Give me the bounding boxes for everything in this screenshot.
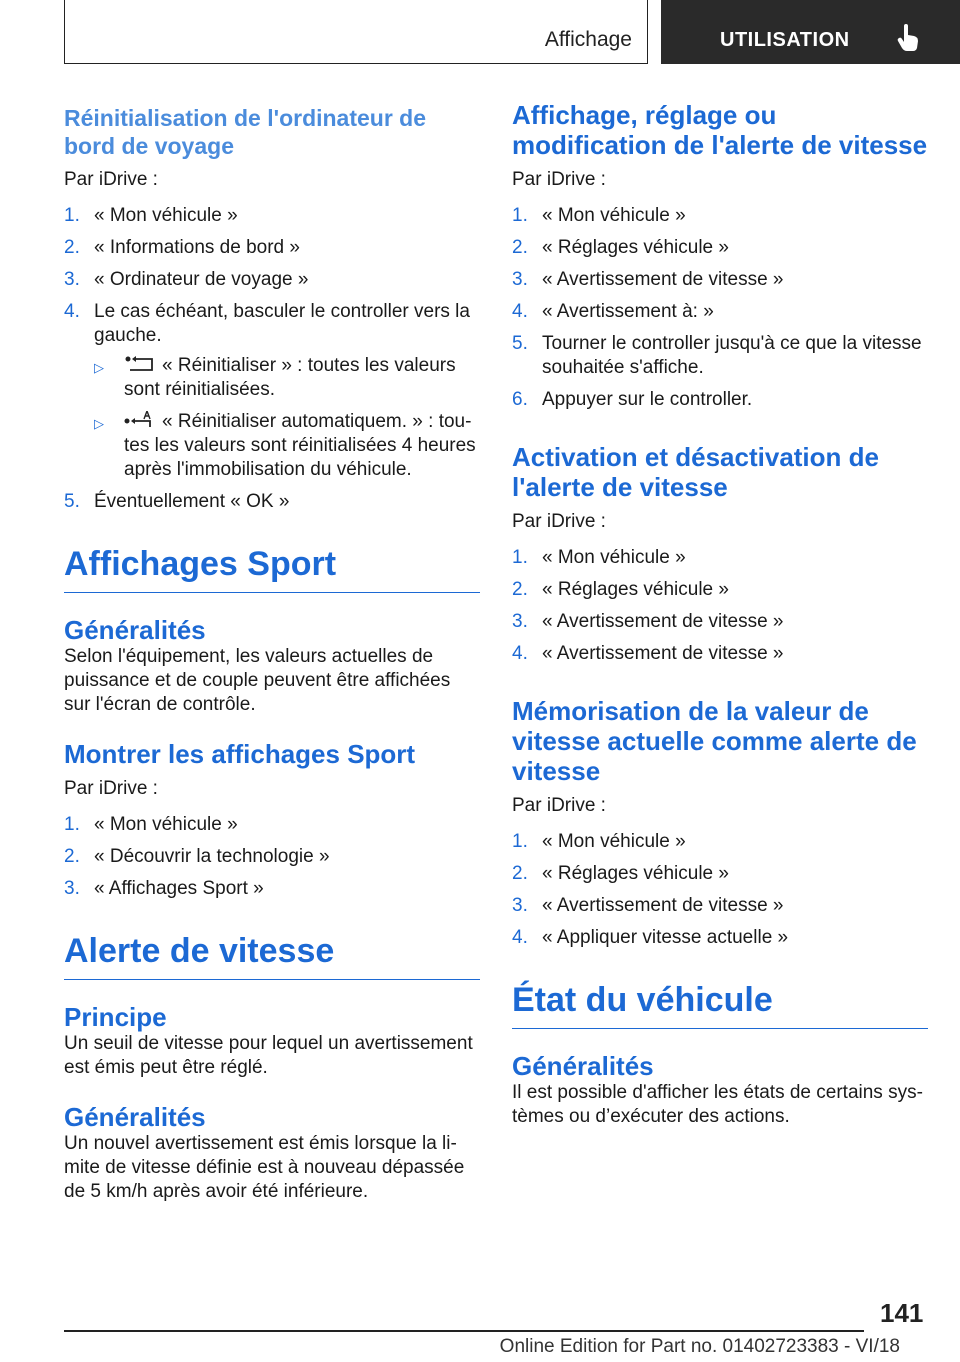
list-item: 3. « Affichages Sport » bbox=[64, 878, 264, 899]
speed-alert-heading: Alerte de vitesse bbox=[64, 931, 480, 980]
list-item: 3. « Avertissement de vitesse » bbox=[512, 269, 784, 290]
list-item: 6. Appuyer sur le controller. bbox=[512, 389, 753, 410]
activation-steps-list bbox=[512, 546, 928, 666]
right-column bbox=[512, 100, 928, 1129]
header-chapter-tab bbox=[661, 0, 960, 64]
sport-displays-heading: Affichages Sport bbox=[64, 544, 480, 593]
footer-divider bbox=[64, 1330, 864, 1332]
list-item: 2. « Informations de bord » bbox=[64, 237, 300, 258]
memorize-steps-list bbox=[512, 830, 928, 950]
list-item: 4. « Avertissement de vitesse » bbox=[512, 643, 784, 664]
reset-options-list bbox=[94, 354, 480, 482]
list-item: 4. « Appliquer vitesse actuelle » bbox=[512, 927, 789, 948]
list-item: 1. « Mon véhicule » bbox=[64, 814, 238, 835]
list-item: 3. « Ordinateur de voyage » bbox=[64, 269, 309, 290]
status-general-text: Il est possible d'afficher les états de certains systèmes ou d’exécuter des actions. bbox=[512, 1082, 923, 1127]
display-steps-list bbox=[512, 204, 928, 412]
left-column bbox=[64, 100, 480, 1204]
list-item: 3. « Avertissement de vitesse » bbox=[512, 895, 784, 916]
list-item: 3. « Avertissement de vitesse » bbox=[512, 611, 784, 632]
triangle-bullet-icon: ▷ bbox=[94, 360, 104, 375]
list-item: 5. Éventuellement « OK » bbox=[64, 491, 290, 512]
status-general-heading: Généralités bbox=[512, 1051, 654, 1081]
show-sport-displays-heading: Montrer les affichages Sport bbox=[64, 739, 416, 769]
list-item: ▷ « Réinitialiser » : toutes les valeurs sont réinitialisées. bbox=[94, 355, 456, 400]
list-item: 1. « Mon véhicule » bbox=[64, 205, 238, 226]
principle-text: Un seuil de vitesse pour lequel un avertissement est émis peut être réglé. bbox=[64, 1033, 473, 1078]
memorize-heading: Mémorisation de la valeur de vitesse actuelle comme alerte de vitesse bbox=[512, 696, 917, 786]
speed-general-text: Un nouvel avertissement est émis lorsque la limite de vitesse définie est à nouveau dépassée de 5 km/h après avoir été inférieure. bbox=[64, 1133, 465, 1202]
list-item: 2. « Réglages véhicule » bbox=[512, 237, 729, 258]
triangle-bullet-icon: ▷ bbox=[94, 416, 104, 431]
speed-general-heading: Généralités bbox=[64, 1102, 206, 1132]
list-item: 4. « Avertissement à: » bbox=[512, 301, 714, 322]
list-item: 2. « Réglages véhicule » bbox=[512, 579, 729, 600]
via-idrive-text: Par iDrive : bbox=[512, 169, 606, 190]
activation-heading: Activation et désactivation de l'alerte de vitesse bbox=[512, 442, 879, 502]
footer-edition-text: Online Edition for Part no. 01402723383 - VI/18 bbox=[499, 1336, 900, 1357]
list-item: 2. « Réglages véhicule » bbox=[512, 863, 729, 884]
list-item: 1. « Mon véhicule » bbox=[512, 205, 686, 226]
reset-trip-computer-heading: Réinitialisation de l'ordinateur de bord de voyage bbox=[64, 105, 427, 159]
sport-steps-list bbox=[64, 813, 480, 901]
reset-icon bbox=[124, 355, 156, 373]
via-idrive-text: Par iDrive : bbox=[512, 795, 606, 816]
via-idrive-text: Par iDrive : bbox=[64, 778, 158, 799]
list-item: ▷ « Réinitialiser automatiquem. » : toutes les valeurs sont réinitialisées 4 heures après l'immobilisation du véhicule. bbox=[94, 411, 476, 480]
sport-general-heading: Généralités bbox=[64, 615, 206, 645]
sport-general-text: Selon l'équipement, les valeurs actuelles de puissance et de couple peuvent être affichées sur l'écran de contrôle. bbox=[64, 646, 451, 715]
page-number: 141 bbox=[880, 1298, 924, 1328]
pointing-hand-icon bbox=[896, 24, 920, 52]
display-speed-alert-heading: Affichage, réglage ou modification de l'alerte de vitesse bbox=[512, 100, 928, 160]
header-section-title: Affichage bbox=[544, 28, 632, 51]
list-item: 5. Tourner le controller jusqu'à ce que la vitesse souhaitée s'affiche. bbox=[512, 333, 922, 378]
via-idrive-text: Par iDrive : bbox=[512, 511, 606, 532]
list-item: 1. « Mon véhicule » bbox=[512, 831, 686, 852]
via-idrive-text: Par iDrive : bbox=[64, 169, 158, 190]
auto-reset-icon bbox=[124, 411, 156, 429]
header-chapter-title: UTILISATION bbox=[720, 29, 850, 51]
list-item: 1. « Mon véhicule » bbox=[512, 547, 686, 568]
principle-heading: Principe bbox=[64, 1002, 167, 1032]
list-item: 4. Le cas échéant, basculer le controller vers la gauche. ▷ « Réinitialiser » : toutes les valeurs sont réinitialisées. ▷ « Réinitialiser automatiquem. » : toutes les valeurs sont réinitialisées 4 heures après l'immobilisation du véhicule. bbox=[64, 300, 480, 482]
vehicle-status-heading: État du véhicule bbox=[512, 980, 928, 1029]
list-item: 2. « Découvrir la technologie » bbox=[64, 846, 330, 867]
reset-steps-list bbox=[64, 204, 480, 514]
